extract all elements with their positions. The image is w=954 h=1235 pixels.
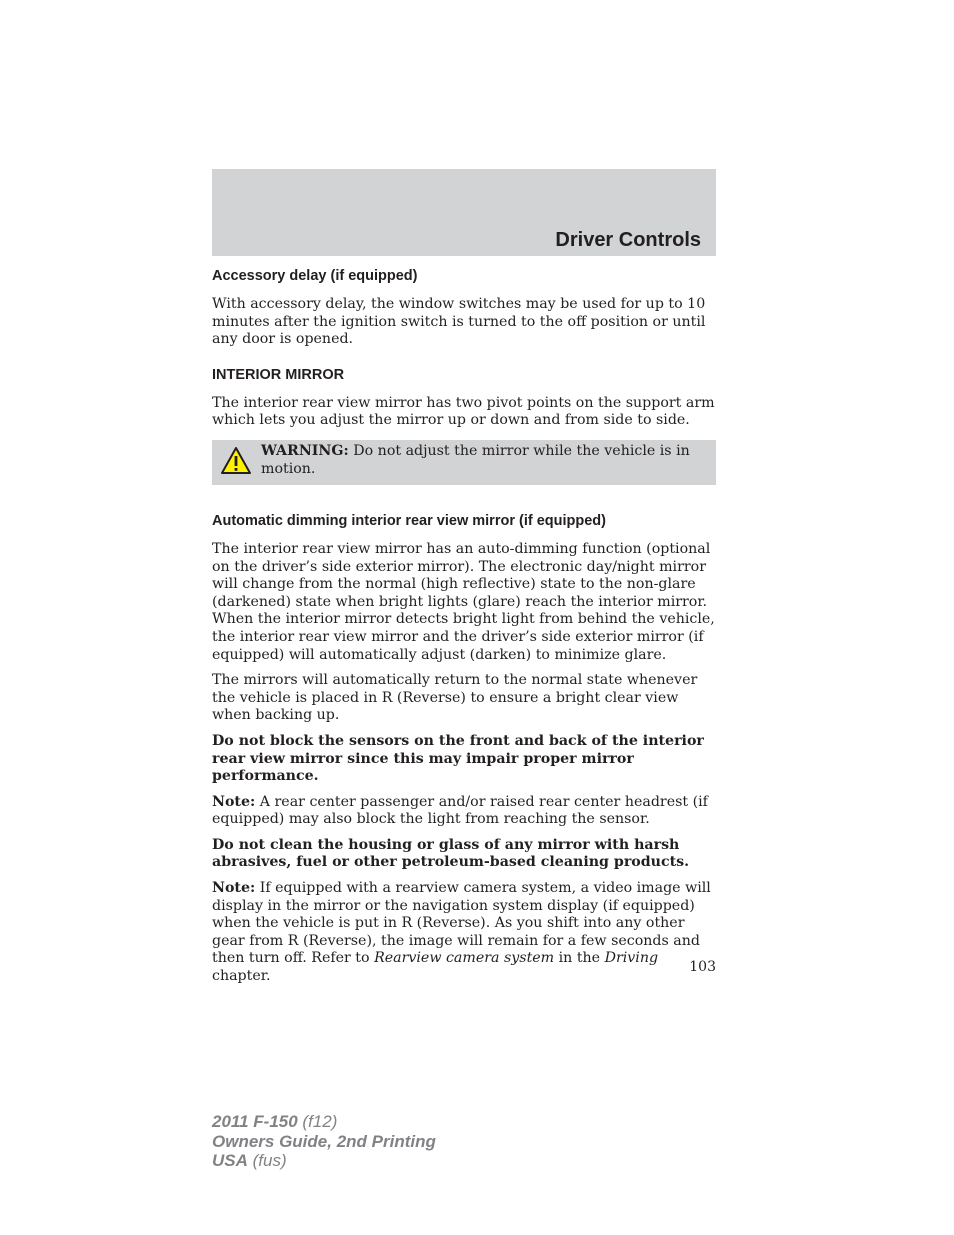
page-content [212,266,716,994]
section-title: Driver Controls [555,229,701,251]
auto-dimming-paragraph-2: The mirrors will automatically return to the normal state whenever the vehicle is placed in R (Reverse) to ensure a bright clear view when backing up. [212,672,698,724]
accessory-delay-heading: Accessory delay (if equipped) [212,268,418,284]
reference-rearview-camera: Rearview camera system [374,950,555,967]
auto-dimming-caution-cleaning: Do not clean the housing or glass of any mirror with harsh abrasives, fuel or other petroleum-based cleaning products. [212,836,690,871]
warning-triangle-icon [220,446,252,476]
note-text: If equipped with a rearview camera system, a video image will display in the mirror or the navigation system display (if equipped) when the vehicle is put in R (Reverse). As you shift into any other gear from R (Reverse), the image will remain for a few seconds and then turn off. Refer to [212,880,711,967]
warning-text [261,443,701,478]
interior-mirror-text: The interior rear view mirror has two pivot points on the support arm which lets you adjust the mirror up or down and from side to side. [212,394,715,429]
note-text-end: chapter. [212,968,271,985]
note-label: Note: [212,793,256,810]
warning-label: WARNING: [261,442,349,459]
section-header-band [212,169,716,256]
auto-dimming-caution-sensors: Do not block the sensors on the front and back of the interior rear view mirror since this may impair proper mirror performance. [212,732,704,785]
auto-dimming-heading: Automatic dimming interior rear view mirror (if equipped) [212,512,606,529]
footer-model: 2011 F-150 [212,1112,298,1131]
page-number: 103 [689,959,716,975]
accessory-delay-text: With accessory delay, the window switches may be used for up to 10 minutes after the ignition switch is turned to the off position or until any door is opened. [212,296,706,348]
document-footer [212,1112,436,1171]
footer-model-code: (f12) [297,1112,338,1131]
auto-dimming-paragraph-1: The interior rear view mirror has an auto-dimming function (optional on the driver’s side exterior mirror). The electronic day/night mirror will change from the normal (high reflective) state to the non-glare (darkened) state when bright lights (glare) reach the interior mirror. When the interior mirror detects bright light from behind the vehicle, the interior rear view mirror and the driver’s side exterior mirror (if equipped) will automatically adjust (darken) to minimize glare. [212,540,715,663]
note-sensor-block [212,794,716,829]
footer-model-line [212,1112,436,1132]
footer-guide-line: Owners Guide, 2nd Printing [212,1131,436,1151]
footer-region: USA [212,1151,248,1170]
note-label: Note: [212,880,256,897]
interior-mirror-heading: INTERIOR MIRROR [212,366,345,383]
reference-driving-chapter: Driving [604,950,659,967]
note-text-mid: in the [554,950,605,967]
footer-region-line [212,1151,436,1171]
warning-box [212,440,716,485]
warning-message: Do not adjust the mirror while the vehicle is in motion. [261,442,690,477]
footer-region-code: (fus) [247,1151,287,1170]
note-text: A rear center passenger and/or raised rear center headrest (if equipped) may also block the light from reaching the sensor. [212,793,708,828]
